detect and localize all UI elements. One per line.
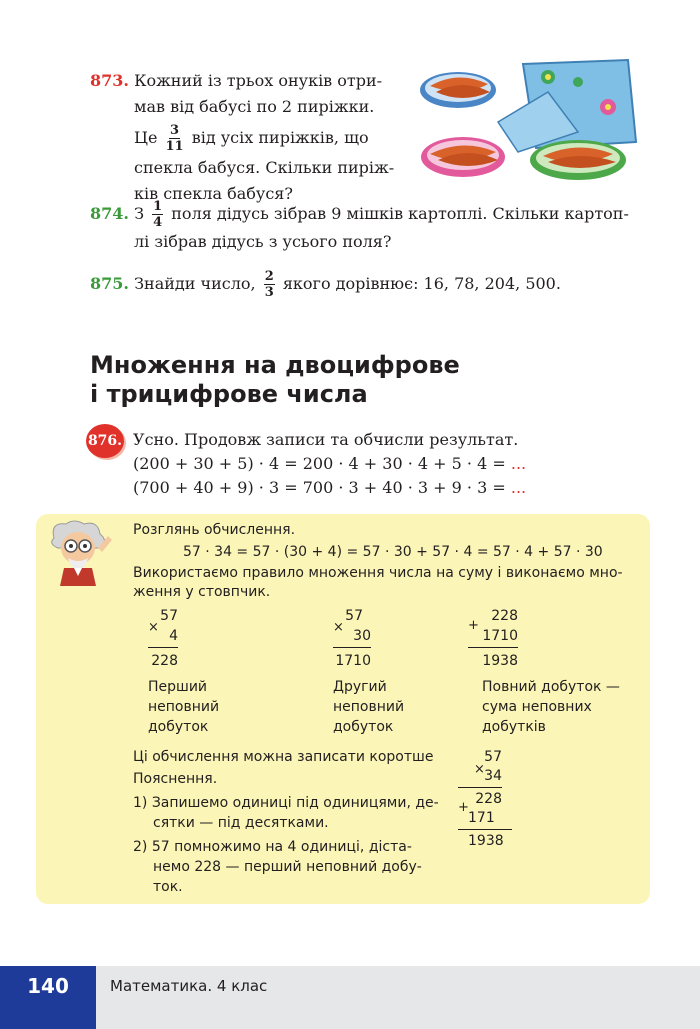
task-874-line2: лі зібрав дідусь з усього поля?: [134, 232, 392, 251]
box-content: [133, 521, 643, 602]
page-number: 140: [0, 966, 96, 1029]
task-876-line2: (200 + 30 + 5) · 4 = 200 · 4 + 30 · 4 + 5 · 4 = ...: [133, 454, 527, 473]
box-intro: Розглянь обчислення.: [133, 522, 296, 538]
short-line: Ці обчислення можна записати коротше: [133, 749, 434, 765]
heading-line1: Множення на двоцифрове: [90, 351, 460, 379]
box-rule-line2: ження у стовпчик.: [133, 584, 271, 600]
task-876-line1: Усно. Продовж записи та обчисли результат.: [133, 430, 519, 449]
task-876-line3: (700 + 40 + 9) · 3 = 700 · 3 + 40 · 3 + 9 · 3 = ...: [133, 478, 527, 497]
task-873-line1: 873. Кожний із трьох онуків отри-: [90, 71, 383, 90]
fraction: $\frac{3}{11}$: [165, 123, 184, 154]
task-873: [90, 68, 410, 207]
multiply-sign: ×: [474, 762, 485, 777]
caption: Перший неповний добуток: [148, 679, 220, 735]
pies-illustration: [418, 52, 643, 187]
fraction: $\frac{2}{3}$: [264, 269, 274, 300]
addend-b: 1710: [468, 626, 518, 648]
caption: Повний добуток — сума неповних добутків: [482, 679, 620, 735]
box-equation: 57 · 34 = 57 · (30 + 4) = 57 · 30 + 57 · 4 = 57 · 4 + 57 · 30: [183, 544, 603, 560]
operand-b: 4: [148, 626, 178, 648]
task-873-line3: Це $\frac{3}{11}$ від усіх пиріжків, що: [134, 123, 369, 154]
task-874-line1: 874. З $\frac{1}{4}$ поля дідусь зібрав 9 мішків картоплі. Скільки картоп-: [90, 199, 629, 230]
footer-title: Математика. 4 клас: [110, 977, 268, 995]
multiply-sign: ×: [333, 620, 344, 635]
column-addition: [468, 606, 638, 737]
task-874: [90, 200, 650, 255]
heading-line2: і трицифрове числа: [90, 380, 368, 408]
task-875: 875. Знайди число, $\frac{2}{3}$ якого дорівнює: 16, 78, 204, 500.: [90, 269, 561, 300]
task-number: 875.: [90, 274, 129, 293]
section-heading: [90, 351, 590, 409]
explain-item-1: 1) Запишемо одиниці під одиницями, де- сятки — під десятками.: [133, 795, 439, 831]
product: 228: [151, 653, 178, 669]
column-multiplication-1: [148, 606, 308, 737]
plus-sign: +: [468, 618, 479, 633]
operand-a: 57: [345, 608, 363, 624]
task-number: 873.: [90, 71, 129, 90]
task-876-badge: 876.: [86, 424, 124, 458]
task-876: [133, 428, 673, 500]
task-873-line2: мав від бабусі по 2 пиріжки.: [134, 97, 375, 116]
plus-sign: +: [458, 800, 469, 815]
short-form-explanation: [133, 747, 453, 897]
explain-title: Пояснення.: [133, 771, 218, 787]
fraction: $\frac{1}{4}$: [153, 199, 163, 230]
box-rule-line1: Використаємо правило множення числа на суму і виконаємо мно-: [133, 565, 623, 581]
footer-bar: [96, 966, 700, 1029]
product: 1710: [335, 653, 371, 669]
operand-b: 30: [333, 626, 371, 648]
multiply-sign: ×: [148, 620, 159, 635]
caption: Другий неповний добуток: [333, 679, 405, 735]
task-number: 874.: [90, 204, 129, 223]
task-873-line4: спекла бабуся. Скільки пиріж-: [134, 158, 395, 177]
operand-a: 57: [160, 608, 178, 624]
explain-item-2: 2) 57 помножимо на 4 одиниці, діста- немо 228 — перший неповний добу- ток.: [133, 839, 422, 895]
addend-a: 228: [491, 608, 518, 624]
column-multiplication-2: [333, 606, 483, 737]
professor-illustration: [44, 518, 120, 586]
sum: 1938: [482, 653, 518, 669]
task-873-line5: ків спекла бабуся?: [134, 184, 293, 203]
short-column-multiplication: × + 57 34 228 171 1938: [458, 748, 528, 851]
